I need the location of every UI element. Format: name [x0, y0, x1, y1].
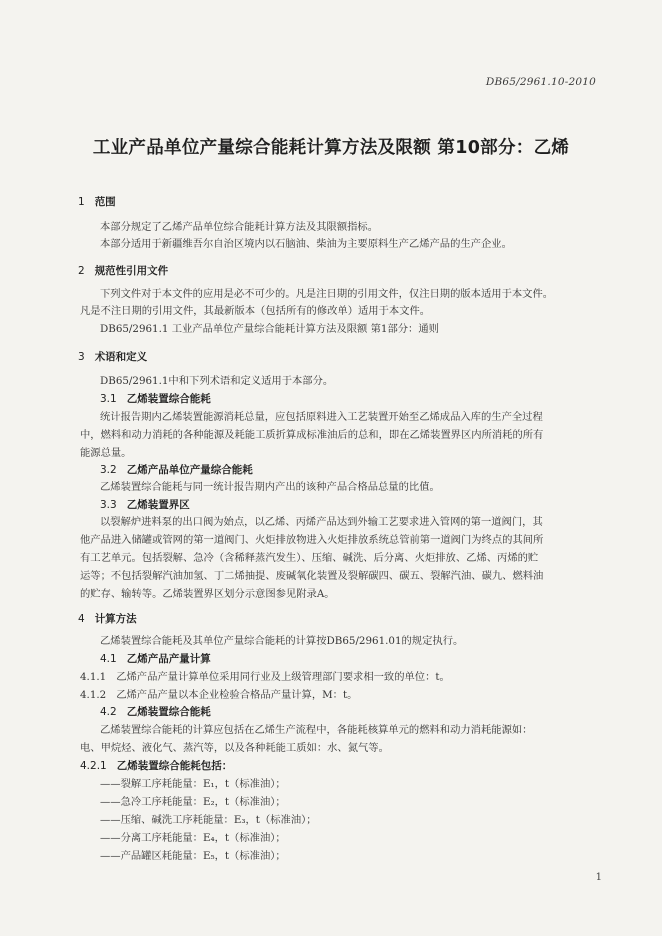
section-title: 规范性引用文件	[94, 265, 169, 277]
term-3-2-heading	[100, 463, 253, 477]
clause-text: 乙烯产品产量计算单位采用同行业及上级管理部门要求相一致的单位：t。	[116, 671, 450, 683]
paragraph: 下列文件对于本文件的应用是必不可少的。凡是注日期的引用文件，仅注日期的版本适用于本文件。	[100, 288, 554, 300]
term-number: 3.2	[100, 464, 117, 476]
paragraph: 统计报告期内乙烯装置能源消耗总量，应包括原料进入工艺装置开始至乙烯成品入库的生产全过程	[100, 411, 543, 423]
section-3-heading	[78, 350, 147, 364]
list-item: ——分离工序耗能量：E₄，t（标准油）；	[100, 832, 286, 844]
clause-4-1-1	[80, 670, 450, 684]
section-title: 术语和定义	[94, 351, 148, 363]
paragraph: 以裂解炉进料泵的出口阀为始点，以乙烯、丙烯产品达到外输工艺要求进入管网的第一道阀门，其	[100, 516, 543, 528]
subsection-number: 4.1	[100, 653, 117, 665]
subsection-4-2-heading	[100, 705, 211, 719]
section-number: 2	[78, 265, 85, 277]
paragraph: 本部分规定了乙烯产品单位综合能耗计算方法及其限额指标。	[100, 221, 379, 233]
section-1-heading	[78, 195, 116, 209]
paragraph: 乙烯装置综合能耗与同一统计报告期内产出的该种产品合格品总量的比值。	[100, 481, 440, 493]
clause-title: 乙烯装置综合能耗包括：	[116, 760, 233, 772]
term-number: 3.1	[100, 393, 117, 405]
paragraph: 电、甲烷烃、液化气、蒸汽等，以及各种耗能工质如：水、氮气等。	[80, 742, 389, 754]
paragraph: 本部分适用于新疆维吾尔自治区境内以石脑油、柴油为主要原料生产乙烯产品的生产企业。	[100, 238, 512, 250]
term-number: 3.3	[100, 499, 117, 511]
clause-text: 乙烯产品产量以本企业检验合格品产量计算，M：t。	[116, 689, 358, 701]
normative-reference: DB65/2961.1 工业产品单位产量综合能耗计算方法及限额 第1部分：通则	[100, 323, 439, 335]
subsection-4-1-heading	[100, 652, 211, 666]
list-item: ——产品罐区耗能量：E₅，t（标准油）；	[100, 850, 286, 862]
document-title: 工业产品单位产量综合能耗计算方法及限额 第10部分：乙烯	[92, 138, 570, 158]
section-title: 范围	[94, 196, 116, 208]
paragraph: 的贮存、输转等。乙烯装置界区划分示意图参见附录A。	[80, 588, 335, 600]
list-item: ——裂解工序耗能量：E₁，t（标准油）；	[100, 778, 286, 790]
subsection-title: 乙烯产品产量计算	[126, 653, 211, 665]
section-4-heading	[78, 612, 137, 626]
subsection-title: 乙烯装置综合能耗	[126, 706, 211, 718]
paragraph: 乙烯装置综合能耗及其单位产量综合能耗的计算按DB65/2961.01的规定执行。	[100, 635, 464, 647]
paragraph: 中，燃料和动力消耗的各种能源及耗能工质折算成标准油后的总和，即在乙烯装置界区内所消耗的所有	[80, 429, 544, 441]
paragraph: 运等；不包括裂解汽油加氢、丁二烯抽提、废碱氧化装置及裂解碳四、碳五、裂解汽油、碳九、燃料油	[80, 570, 544, 582]
section-2-heading	[78, 264, 168, 278]
clause-number: 4.1.1	[80, 671, 107, 683]
term-title: 乙烯装置综合能耗	[126, 393, 211, 405]
paragraph: 能源总量。	[80, 447, 132, 459]
list-item: ——急冷工序耗能量：E₂，t（标准油）；	[100, 796, 286, 808]
section-title: 计算方法	[94, 613, 137, 625]
clause-number: 4.1.2	[80, 689, 107, 701]
paragraph: 乙烯装置综合能耗的计算应包括在乙烯生产流程中，各能耗核算单元的燃料和动力消耗能源如：	[100, 724, 533, 736]
section-number: 1	[78, 196, 85, 208]
clause-4-2-1-heading	[80, 759, 232, 773]
term-3-3-heading	[100, 498, 190, 512]
term-title: 乙烯产品单位产量综合能耗	[126, 464, 253, 476]
subsection-number: 4.2	[100, 706, 117, 718]
page-number: 1	[595, 872, 602, 883]
paragraph: 他产品进入储罐或管网的第一道阀门、火炬排放物进入火炬排放系统总管前第一道阀门为终点的其间所	[80, 534, 544, 546]
paragraph: 有工艺单元。包括裂解、急冷（含稀释蒸汽发生）、压缩、碱洗、后分离、火炬排放、乙烯、丙烯的贮	[80, 552, 539, 564]
list-item: ——压缩、碱洗工序耗能量：E₃，t（标准油）；	[100, 814, 317, 826]
clause-number: 4.2.1	[80, 760, 107, 772]
paragraph: 凡是不注日期的引用文件，其最新版本（包括所有的修改单）适用于本文件。	[80, 305, 431, 317]
clause-4-1-2	[80, 688, 357, 702]
term-title: 乙烯装置界区	[126, 499, 190, 511]
document-code: DB65/2961.10-2010	[485, 76, 596, 88]
paragraph: DB65/2961.1中和下列术语和定义适用于本部分。	[100, 375, 334, 387]
section-number: 4	[78, 613, 85, 625]
term-3-1-heading	[100, 392, 211, 406]
section-number: 3	[78, 351, 85, 363]
